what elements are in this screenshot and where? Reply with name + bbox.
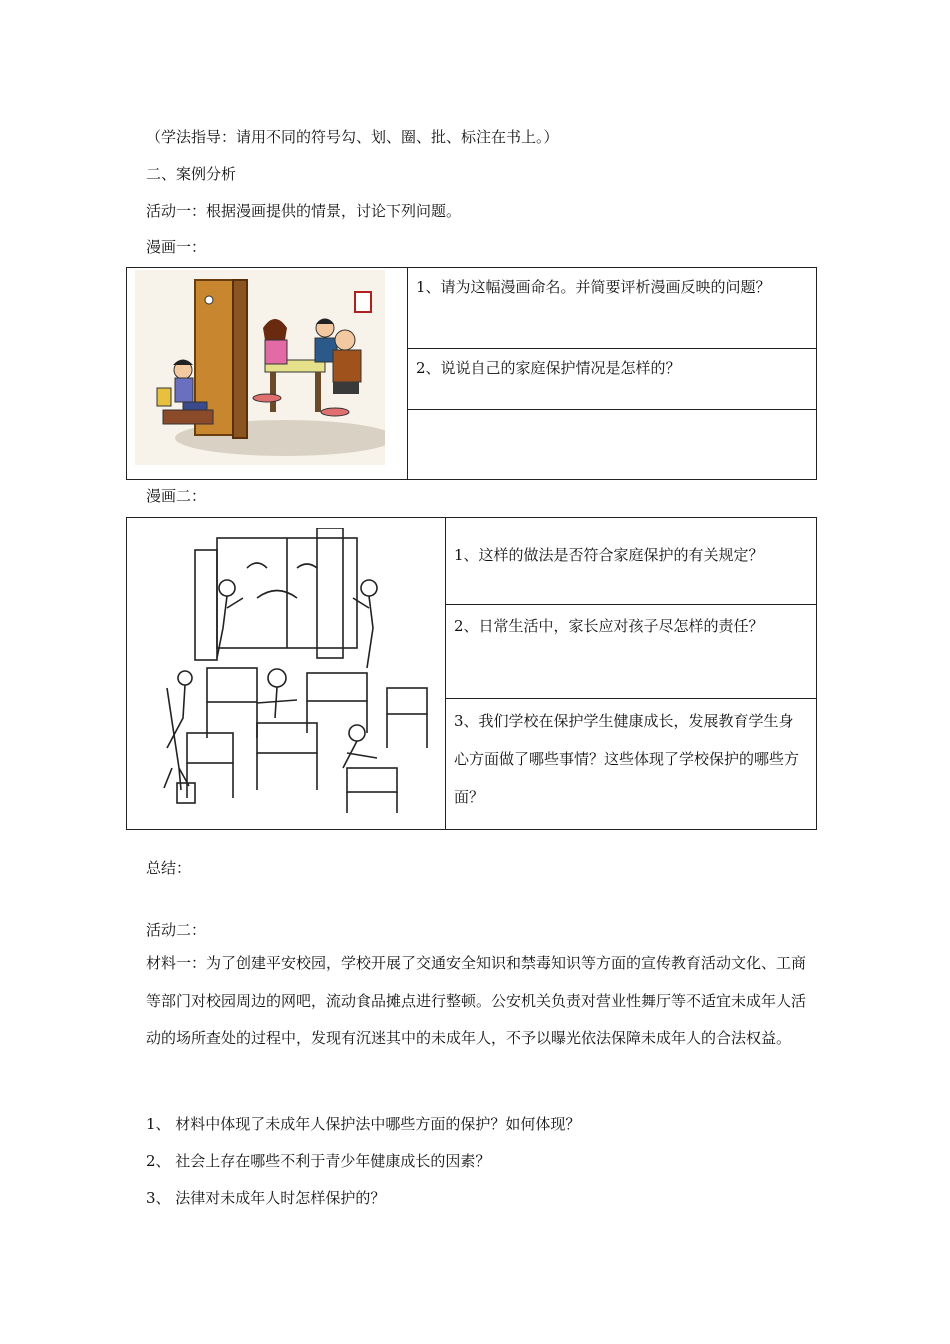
summary-label: 总结： <box>146 859 192 877</box>
comic2-table <box>126 517 817 830</box>
comic1-question-1: 1、请为这幅漫画命名。并简要评析漫画反映的问题？ <box>408 268 817 349</box>
comic1-illustration <box>135 270 385 465</box>
comic1-answer-space <box>408 410 817 480</box>
comic1-question-2: 2、说说自己的家庭保护情况是怎样的？ <box>408 349 817 410</box>
section-title: 二、案例分析 <box>146 165 237 183</box>
study-guide-note: （学法指导：请用不同的符号勾、划、圈、批、标注在书上。） <box>146 128 559 146</box>
comic2-question-3: 3、我们学校在保护学生健康成长，发展教育学生身心方面做了哪些事情？这些体现了学校保护的哪些方面？ <box>446 699 817 830</box>
comic2-illustration <box>147 528 437 818</box>
comic1-table <box>126 267 817 480</box>
activity2-title: 活动二： <box>146 921 207 939</box>
activity1-intro: 活动一：根据漫画提供的情景，讨论下列问题。 <box>146 202 462 220</box>
material-one-text: 材料一：为了创建平安校园，学校开展了交通安全知识和禁毒知识等方面的宣传教育活动文化、工商等部门对校园周边的网吧，流动食品摊点进行整顿。公安机关负责对营业性舞厅等不适宜未成年人活动的场所查处的过程中，发现有沉迷其中的未成年人，不予以曝光依法保障未成年人的合法权益。 <box>146 954 807 1047</box>
comic2-question-2: 2、日常生活中，家长应对孩子尽怎样的责任？ <box>446 605 817 699</box>
activity2-question-1: 1、 材料中体现了未成年人保护法中哪些方面的保护？如何体现？ <box>146 1115 581 1133</box>
comic1-image-cell <box>127 268 408 480</box>
comic2-label: 漫画二： <box>146 487 207 505</box>
activity2-question-3: 3、 法律对未成年人时怎样保护的？ <box>146 1189 386 1207</box>
comic2-question-1: 1、这样的做法是否符合家庭保护的有关规定？ <box>446 518 817 605</box>
activity2-question-2: 2、 社会上存在哪些不利于青少年健康成长的因素？ <box>146 1152 491 1170</box>
comic2-image-cell <box>127 518 446 830</box>
comic1-label: 漫画一： <box>146 238 207 256</box>
